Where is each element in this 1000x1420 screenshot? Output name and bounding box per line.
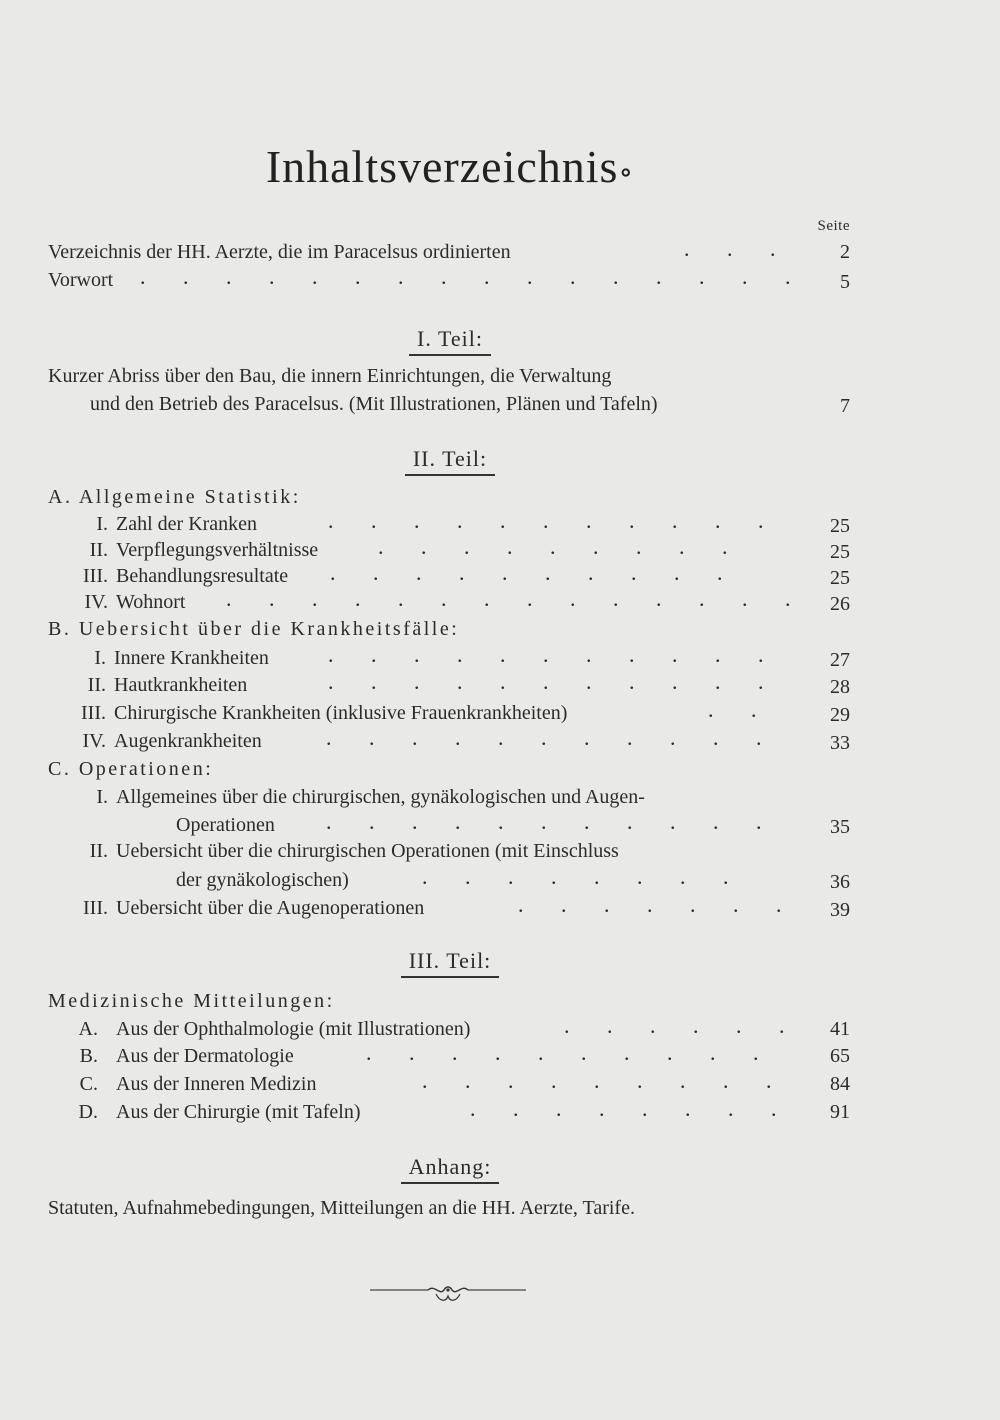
section-heading: A. Allgemeine Statistik: — [48, 486, 301, 508]
toc-entry — [116, 837, 806, 865]
leader-dots: . . . . . . . . . . . — [328, 508, 780, 533]
page-number: 91 — [830, 1101, 850, 1123]
page-number: 33 — [830, 732, 850, 754]
leader-dots: . . . . . . . . . . . . . . — [226, 586, 807, 611]
item-number: I. — [96, 786, 108, 808]
part-heading-text: I. Teil: — [409, 326, 491, 356]
leader-dots: . . . . . . . . — [422, 864, 745, 889]
toc-entry-continuation — [90, 390, 810, 418]
toc-entry — [114, 727, 804, 755]
leader-dots: . . . . . . . . . . . — [326, 725, 778, 750]
page-number: 84 — [830, 1073, 850, 1095]
part-heading — [0, 446, 900, 476]
page-number: 65 — [830, 1045, 850, 1067]
item-number: IV. — [84, 591, 108, 613]
entry-text: Wohnort — [116, 591, 186, 613]
page-number: 39 — [830, 899, 850, 921]
entry-text: Hautkrankheiten — [114, 674, 248, 696]
entry-text: Operationen — [176, 814, 275, 836]
entry-text: Uebersicht über die Augenoperationen — [116, 897, 425, 919]
item-number: I. — [96, 513, 108, 535]
toc-entry — [114, 699, 804, 727]
entry-text: Aus der Inneren Medizin — [116, 1073, 317, 1095]
title-text: Inhaltsverzeichnis — [265, 141, 619, 192]
page-number: 27 — [830, 649, 850, 671]
ornament-divider-icon — [370, 1280, 526, 1310]
item-number: III. — [81, 702, 106, 724]
toc-entry-continuation — [176, 866, 806, 894]
page-number: 5 — [840, 271, 850, 293]
leader-dots: . . . — [684, 236, 792, 261]
page-number: 35 — [830, 816, 850, 838]
section-heading: C. Operationen: — [48, 758, 214, 780]
entry-text: und den Betrieb des Paracelsus. (Mit Illustrationen, Plänen und Tafeln) — [90, 393, 658, 415]
page-number: 26 — [830, 593, 850, 615]
page-number: 7 — [840, 395, 850, 417]
leader-dots: . . . . . . . . . . . . . . . . — [140, 264, 807, 289]
leader-dots: . . . . . . . . . — [378, 534, 744, 559]
page-number: 25 — [830, 515, 850, 537]
page-number: 25 — [830, 541, 850, 563]
leader-dots: . . . . . . . . . . — [366, 1040, 775, 1065]
toc-entry — [48, 238, 808, 266]
leader-dots: . . . . . . . . — [470, 1096, 793, 1121]
page-number: 25 — [830, 567, 850, 589]
leader-dots: . . . . . . . . . . . — [328, 642, 780, 667]
entry-text: Uebersicht über die chirurgischen Operationen (mit Einschluss — [116, 840, 619, 862]
toc-entry — [114, 671, 804, 699]
part-heading-text: III. Teil: — [401, 948, 500, 978]
part-heading-text: II. Teil: — [405, 446, 495, 476]
page-column-label: Seite — [817, 218, 850, 234]
part-heading — [0, 948, 900, 978]
entry-text: Augenkrankheiten — [114, 730, 262, 752]
leader-dots: . . — [708, 697, 773, 722]
item-number: II. — [87, 674, 106, 696]
entry-text: Zahl der Kranken — [116, 513, 258, 535]
appendix-heading-text: Anhang: — [401, 1154, 500, 1184]
toc-entry — [116, 1070, 806, 1098]
entry-text: Aus der Ophthalmologie (mit Illustrationen) — [116, 1018, 471, 1040]
toc-entry — [116, 1042, 806, 1070]
entry-text: der gynäkologischen) — [176, 869, 349, 891]
leader-dots: . . . . . . . . . . . — [328, 669, 780, 694]
appendix-entry — [48, 1194, 808, 1222]
part-heading — [0, 326, 900, 356]
entry-text: Verzeichnis der HH. Aerzte, die im Paracelsus ordinierten — [48, 241, 511, 263]
toc-entry — [116, 783, 806, 811]
item-number: III. — [83, 897, 108, 919]
toc-entry — [116, 1098, 806, 1126]
title-ornament: ∘ — [618, 156, 635, 189]
toc-entry — [48, 266, 808, 294]
page-number: 36 — [830, 871, 850, 893]
page-number: 28 — [830, 676, 850, 698]
appendix-heading — [0, 1154, 900, 1184]
item-number: D. — [78, 1101, 98, 1123]
page-number: 41 — [830, 1018, 850, 1040]
leader-dots: . . . . . . . — [518, 892, 798, 917]
leader-dots: . . . . . . . . . — [422, 1068, 788, 1093]
section-heading: Medizinische Mitteilungen: — [48, 990, 335, 1012]
entry-text: Aus der Dermatologie — [116, 1045, 294, 1067]
item-number: III. — [83, 565, 108, 587]
entry-text: Verpflegungsverhältnisse — [116, 539, 319, 561]
entry-text: Statuten, Aufnahmebedingungen, Mitteilungen an die HH. Aerzte, Tarife. — [48, 1197, 635, 1219]
item-number: C. — [79, 1073, 98, 1095]
toc-entry-continuation — [176, 811, 806, 839]
page-number: 2 — [840, 241, 850, 263]
item-number: B. — [79, 1045, 98, 1067]
item-number: II. — [89, 539, 108, 561]
leader-dots: . . . . . . . . . . . — [326, 809, 778, 834]
entry-text: Kurzer Abriss über den Bau, die innern Einrichtungen, die Verwaltung — [48, 365, 612, 387]
item-number: II. — [89, 840, 108, 862]
item-number: A. — [78, 1018, 98, 1040]
entry-text: Allgemeines über die chirurgischen, gynäkologischen und Augen- — [116, 786, 645, 808]
entry-text: Innere Krankheiten — [114, 647, 269, 669]
leader-dots: . . . . . . — [564, 1013, 801, 1038]
leader-dots: . . . . . . . . . . — [330, 560, 739, 585]
entry-text: Chirurgische Krankheiten (inklusive Frauenkrankheiten) — [114, 702, 568, 724]
section-heading: B. Uebersicht über die Krankheitsfälle: — [48, 618, 460, 640]
toc-entry — [116, 894, 806, 922]
toc-entry — [48, 362, 808, 390]
page-number: 29 — [830, 704, 850, 726]
item-number: I. — [94, 647, 106, 669]
entry-text: Behandlungsresultate — [116, 565, 289, 587]
item-number: IV. — [82, 730, 106, 752]
entry-text: Vorwort — [48, 269, 114, 291]
entry-text: Aus der Chirurgie (mit Tafeln) — [116, 1101, 361, 1123]
page-title — [0, 140, 900, 193]
toc-entry — [116, 586, 807, 616]
